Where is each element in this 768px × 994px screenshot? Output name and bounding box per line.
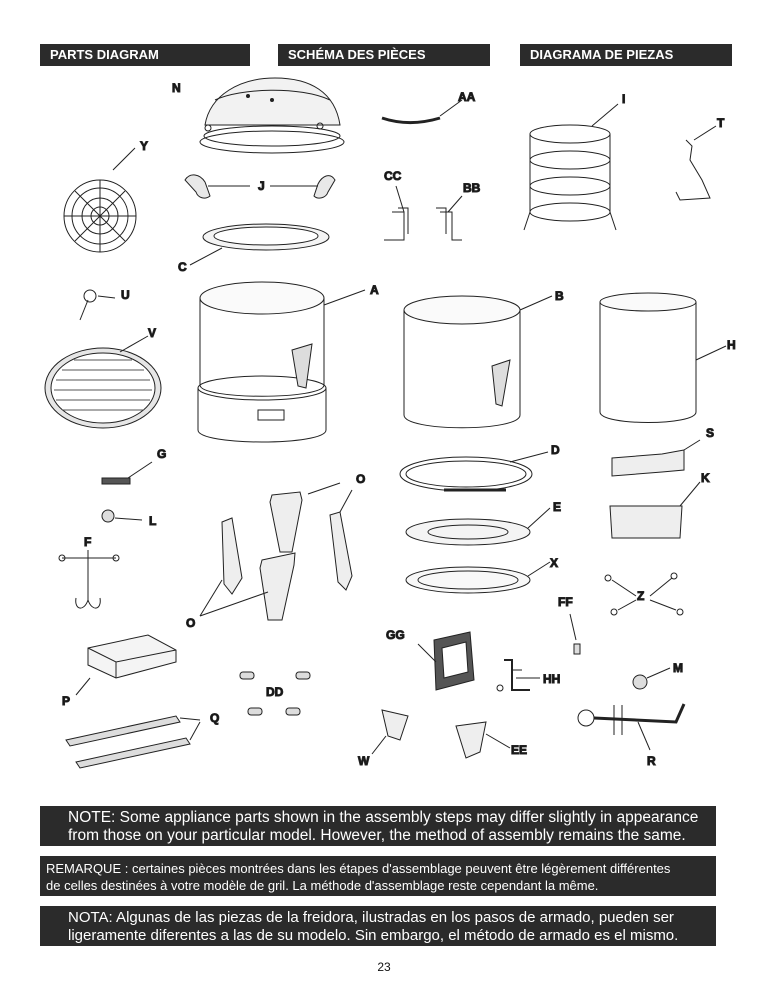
label-dd: DD [266,685,284,699]
label-gg: GG [386,628,405,642]
part-h-liner [600,293,726,423]
note-french-line2: de celles destinées à votre modèle de gril. La méthode d'assemblage reste cependant la même. [46,878,599,893]
label-h: H [727,338,736,352]
part-y-fan-guard [64,148,136,252]
label-b: B [555,289,564,303]
note-english-line1: NOTE: Some appliance parts shown in the assembly steps may differ slightly in appearance [68,809,699,826]
header-diagrama-de-piezas: DIAGRAMA DE PIEZAS [520,44,732,66]
label-t: T [717,116,725,130]
label-u: U [121,288,130,302]
part-x-disc [406,562,550,593]
part-hh-tube [497,660,540,691]
part-w-bracket [372,710,408,754]
part-aa-hose [382,100,462,123]
part-u-hook [80,290,115,320]
part-p-tray [76,635,176,695]
part-k-shield [610,482,700,538]
label-cc: CC [384,169,402,183]
part-f-hook-assembly [59,550,119,608]
label-aa: AA [458,90,476,104]
label-c: C [178,260,187,274]
part-a-pot [198,282,365,442]
note-spanish-line1: NOTA: Algunas de las piezas de la freidora, ilustradas en los pasos de armado, pueden ser [68,909,674,926]
label-f: F [84,535,92,549]
label-ff: FF [558,595,573,609]
part-i-basket [524,104,618,230]
header-schema-des-pieces: SCHÉMA DES PIÈCES [278,44,490,66]
label-a: A [370,283,379,297]
label-w: W [358,754,370,768]
part-ff-cap [570,614,580,654]
part-cc-bb-brackets [384,186,462,240]
label-r: R [647,754,656,768]
label-z: Z [637,589,645,603]
part-ee-bracket [456,722,510,758]
label-s: S [706,426,715,440]
note-french-line1: REMARQUE : certaines pièces montrées dans les étapes d'assemblage peuvent être légèrement différentes [46,861,671,876]
label-p: P [62,694,71,708]
part-q-rails [66,716,200,768]
label-q: Q [210,711,220,725]
label-d: D [551,443,560,457]
part-m-regulator [633,668,670,689]
label-i: I [622,92,626,106]
label-hh: HH [543,672,561,686]
label-x: X [550,556,559,570]
part-c-ring [190,224,329,265]
label-o-top: O [356,472,366,486]
note-english-line2: from those on your particular model. However, the method of assembly remains the same. [68,827,686,844]
part-d-burner-ring [400,452,548,491]
part-v-grate [45,336,161,428]
label-m: M [673,661,683,675]
note-french [40,856,716,896]
note-spanish-line2: ligeramente diferentes a las de su modelo. Sin embargo, el método de armado es el mismo. [68,927,679,944]
note-english [40,806,716,846]
label-e: E [553,500,562,514]
label-y: Y [140,139,149,153]
label-ee: EE [511,743,528,757]
label-v: V [148,326,157,340]
part-s-bracket [612,440,700,476]
header-parts-diagram: PARTS DIAGRAM [40,44,250,66]
part-gg-panel [418,632,474,690]
part-o-legs [200,483,352,620]
label-n: N [172,81,181,95]
part-e-plate [406,508,550,545]
note-spanish [40,906,716,946]
label-k: K [701,471,710,485]
part-t-hook [676,126,716,200]
part-g-clip [102,462,152,484]
label-o-bottom: O [186,616,196,630]
page-number: 23 [377,960,391,974]
part-r-gas-line [578,704,684,750]
part-b-shell [404,296,552,428]
label-g: G [157,447,167,461]
label-l: L [149,514,157,528]
label-j: J [258,179,265,193]
label-bb: BB [463,181,481,195]
part-n-lid [200,78,344,153]
part-l-knob [102,510,142,522]
